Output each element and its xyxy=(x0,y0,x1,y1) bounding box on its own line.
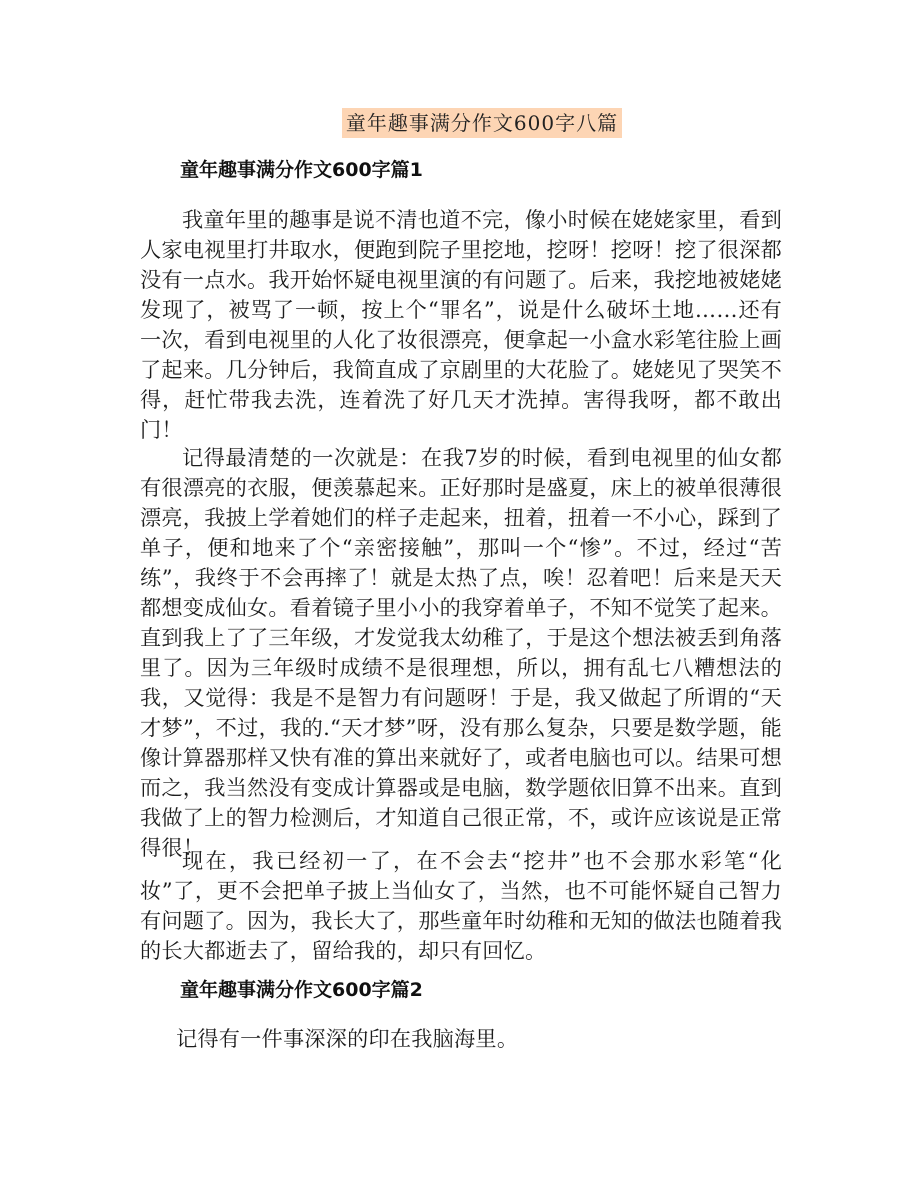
paragraph-1-1: 我童年里的趣事是说不清也道不完，像小时候在姥姥家里，看到人家电视里打井取水，便跑到院子里挖地，挖呀！挖呀！挖了很深都没有一点水。我开始怀疑电视里演的有问题了。后来，我挖地被姥姥发现了，被骂了一顿，按上个“罪名”，说是什么破坏土地……还有一次，看到电视里的人化了妆很漂亮，便拿起一小盒水彩笔往脸上画了起来。几分钟后，我简直成了京剧里的大花脸了。姥姥见了哭笑不得，赶忙带我去洗，连着洗了好几天才洗掉。害得我呀，都不敢出门！ xyxy=(140,207,782,442)
section-heading-2: 童年趣事满分作文600字篇2 xyxy=(180,979,423,1001)
document-title-container xyxy=(0,108,920,138)
section-heading-1: 童年趣事满分作文600字篇1 xyxy=(180,159,423,181)
paragraph-1-3: 现在，我已经初一了，在不会去“挖井”也不会那水彩笔“化妆”了，更不会把单子披上当仙女了，当然，也不可能怀疑自己智力有问题了。因为，我长大了，那些童年时幼稚和无知的做法也随着我的长大都逝去了，留给我的，却只有回忆。 xyxy=(140,848,782,963)
paragraph-2-1: 记得有一件事深深的印在我脑海里。 xyxy=(176,1026,519,1051)
paragraph-1-2: 记得最清楚的一次就是：在我7岁的时候，看到电视里的仙女都有很漂亮的衣服，便羡慕起来。正好那时是盛夏，床上的被单很薄很漂亮，我披上学着她们的样子走起来，扭着，扭着一不小心，踩到了单子，便和地来了个“亲密接触”，那叫一个“惨”。不过，经过“苦练”，我终于不会再摔了！就是太热了点，唉！忍着吧！后来是天天都想变成仙女。看着镜子里小小的我穿着单子，不知不觉笑了起来。直到我上了了三年级，才发觉我太幼稚了，于是这个想法被丢到角落里了。因为三年级时成绩不是很理想，所以，拥有乱七八糟想法的我，又觉得：我是不是智力有问题呀！于是，我又做起了所谓的“天才梦”，不过，我的.“天才梦”呀，没有那么复杂，只要是数学题，能像计算器那样又快有准的算出来就好了，或者电脑也可以。结果可想而之，我当然没有变成计算器或是电脑，数学题依旧算不出来。直到我做了上的智力检测后，才知道自己很正常，不，或许应该说是正常得很！ xyxy=(140,445,782,860)
document-title: 童年趣事满分作文600字八篇 xyxy=(342,108,622,138)
